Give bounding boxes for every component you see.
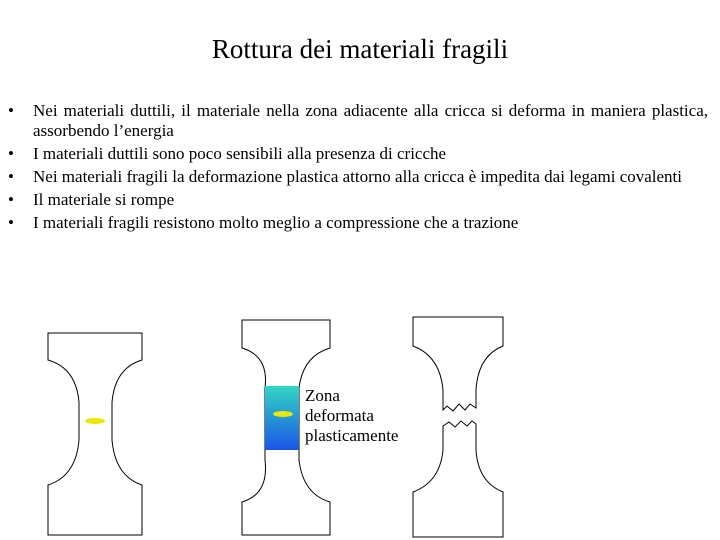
bullet-text: Il materiale si rompe: [33, 190, 175, 209]
fractured-part-top: [413, 317, 503, 411]
bullet-dot-icon: •: [8, 167, 14, 186]
specimen-figure: [0, 300, 720, 540]
label-line: Zona: [305, 386, 340, 405]
bullet-dot-icon: •: [8, 213, 14, 232]
specimen-outline-brittle: [48, 333, 142, 535]
bullet-item: [8, 101, 708, 141]
plastic-zone-label: [305, 386, 398, 446]
label-line: deformata: [305, 406, 374, 425]
bullet-item: [8, 144, 708, 164]
bullet-text: Nei materiali duttili, il materiale nella zona adiacente alla cricca si deforma in maniera plastica, assorbendo l’energia: [33, 101, 708, 140]
fractured-part-bottom: [413, 421, 503, 537]
plastic-zone: [265, 386, 299, 450]
bullet-item: [8, 213, 708, 233]
bullet-item: [8, 190, 708, 210]
bullet-text: I materiali duttili sono poco sensibili alla presenza di cricche: [33, 144, 447, 163]
label-line: plasticamente: [305, 426, 399, 445]
bullet-dot-icon: •: [8, 101, 14, 120]
crack-mark: [273, 411, 293, 417]
bullet-item: [8, 167, 708, 187]
bullet-text: I materiali fragili resistono molto meglio a compressione che a trazione: [33, 213, 519, 232]
bullet-list: [8, 101, 708, 236]
crack-mark: [85, 418, 105, 424]
slide-title: Rottura dei materiali fragili: [211, 34, 509, 64]
bullet-text: Nei materiali fragili la deformazione plastica attorno alla cricca è impedita dai legami covalenti: [33, 167, 683, 186]
bullet-dot-icon: •: [8, 190, 14, 209]
bullet-dot-icon: •: [8, 144, 14, 163]
